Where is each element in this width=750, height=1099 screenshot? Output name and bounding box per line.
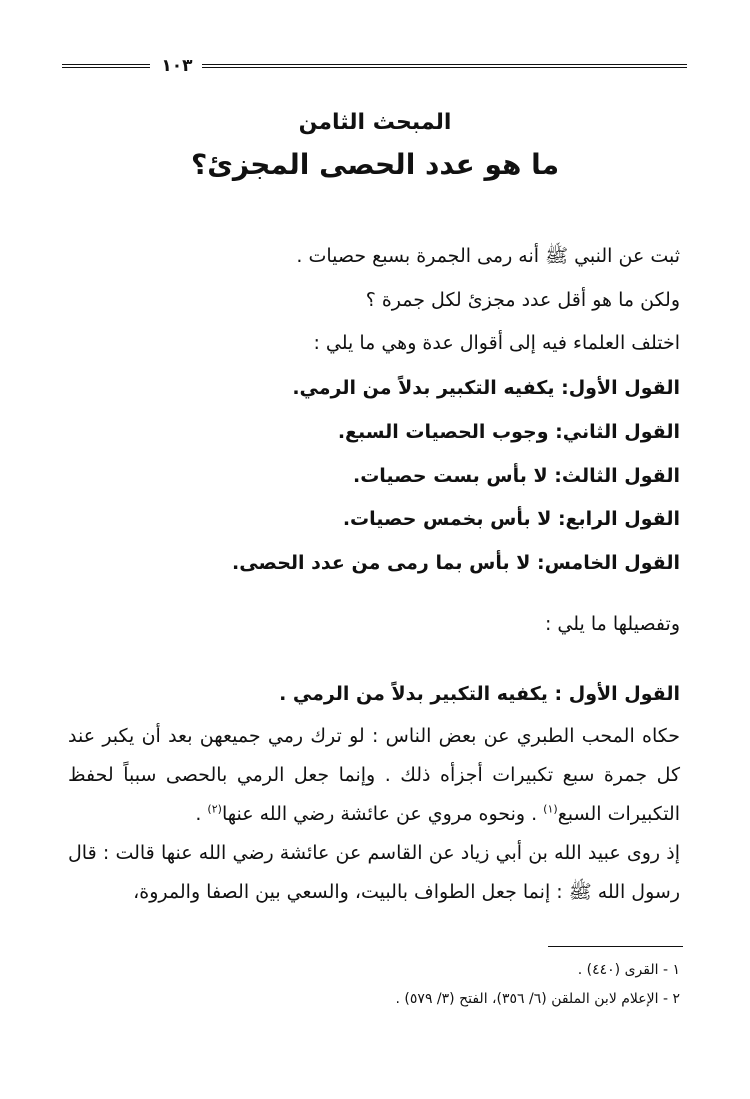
saying-1: القول الأول: يكفيه التكبير بدلاً من الرمي.	[292, 377, 680, 399]
page-number: ١٠٣	[161, 56, 193, 76]
saying-2: القول الثاني: وجوب الحصيات السبع.	[337, 421, 680, 443]
body-text-1a: حكاه المحب الطبري عن بعض الناس : لو ترك رمي جميعهن بعد أن يكبر عند كل جمرة سبع تكبيرات أجزأه ذلك . وإنما جعل الرمي بالحصى سبباً لحفظ التكبيرات السبع	[68, 725, 680, 825]
body-text-1b: . ونحوه مروي عن عائشة رضي الله عنها	[221, 803, 538, 825]
header-rule-left	[62, 64, 150, 68]
details-intro: وتفصيلها ما يلي :	[544, 613, 680, 635]
header-rule-right	[202, 64, 687, 68]
saying-4: القول الرابع: لا بأس بخمس حصيات.	[342, 508, 680, 530]
page-header	[62, 58, 687, 80]
footnote-2: ٢ - الإعلام لابن الملقن (٦/ ٣٥٦)، الفتح (٣/ ٥٧٩) .	[395, 991, 680, 1007]
intro-line-3: اختلف العلماء فيه إلى أقوال عدة وهي ما يلي :	[313, 332, 680, 354]
saying-3: القول الثالث: لا بأس بست حصيات.	[352, 465, 680, 487]
body-paragraph-2: إذ روى عبيد الله بن أبي زياد عن القاسم عن عائشة رضي الله عنها قالت : قال رسول الله ﷺ : إنما جعل الطواف بالبيت، والسعي بين الصفا والمروة،	[68, 842, 680, 903]
intro-line-2: ولكن ما هو أقل عدد مجزئ لكل جمرة ؟	[365, 289, 680, 311]
saying-5: القول الخامس: لا بأس بما رمى من عدد الحصى.	[232, 552, 680, 574]
footnote-ref-1: (١)	[543, 802, 558, 816]
first-saying-heading: القول الأول : يكفيه التكبير بدلاً من الرمي .	[279, 683, 680, 705]
question-title: ما هو عدد الحصى المجزئ؟	[190, 148, 560, 181]
body-text-1c: .	[195, 803, 202, 825]
footnote-1: ١ - القرى (٤٤٠) .	[577, 962, 680, 978]
section-title: المبحث الثامن	[298, 110, 452, 135]
footnote-ref-2: (٢)	[207, 802, 222, 816]
footnote-divider	[548, 946, 683, 947]
body-paragraph-1	[68, 717, 680, 834]
intro-line-1: ثبت عن النبي ﷺ أنه رمى الجمرة بسبع حصيات .	[296, 245, 680, 267]
